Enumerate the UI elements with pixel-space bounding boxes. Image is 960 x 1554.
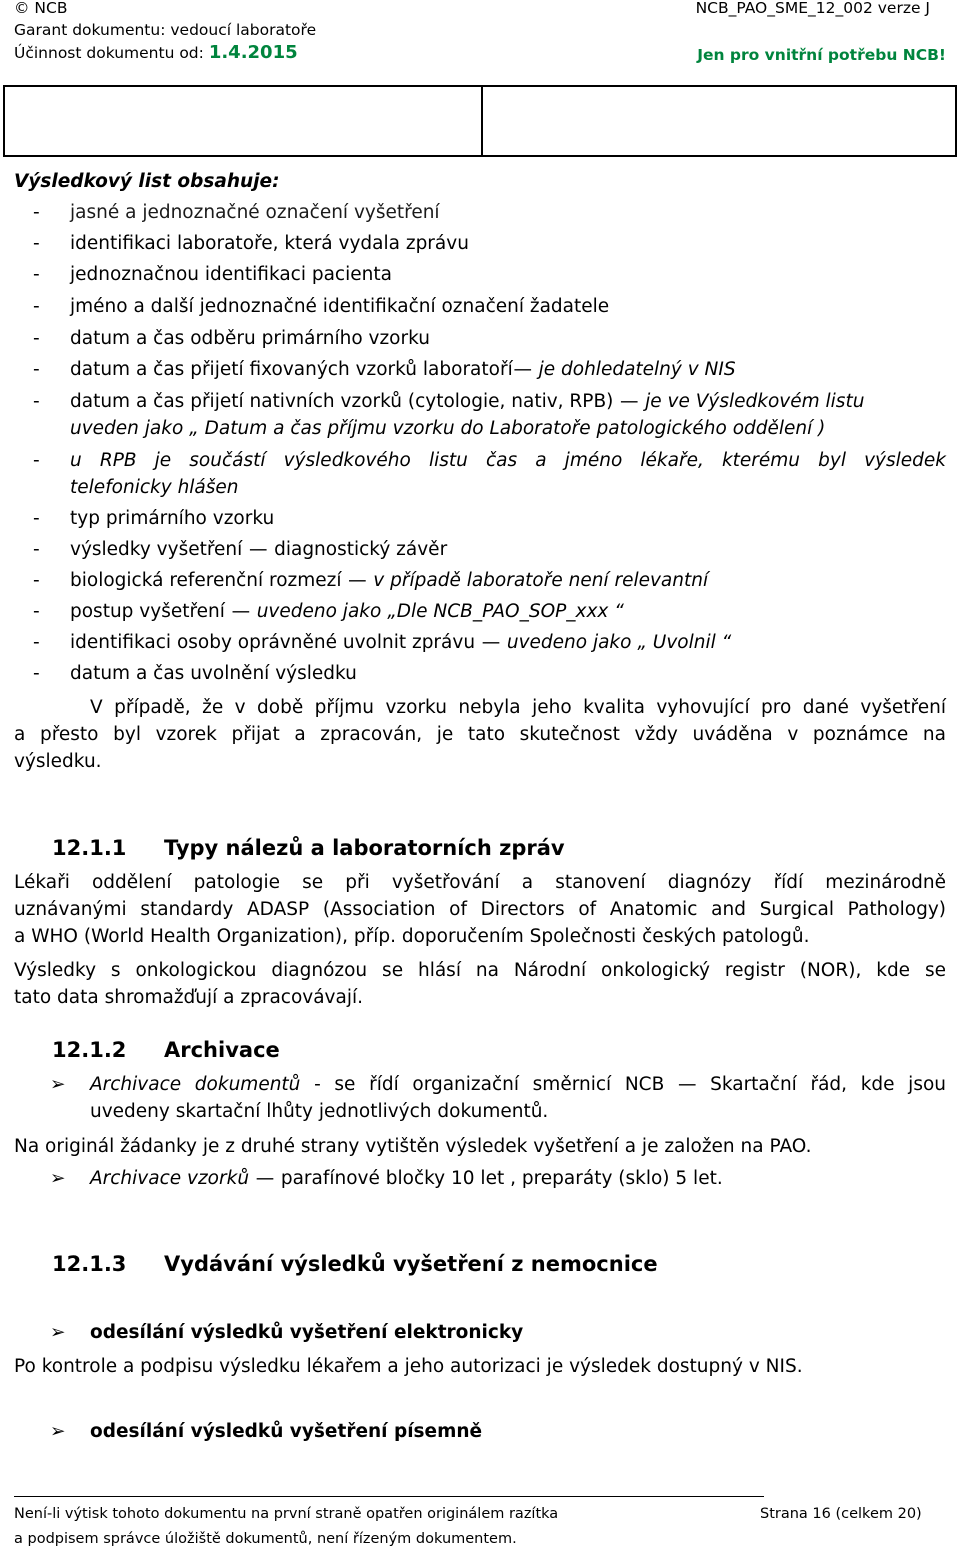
list-dash: -: [33, 539, 40, 560]
header-table: [3, 85, 957, 157]
arrow-bullet-icon: ➢: [50, 1168, 66, 1189]
footer-notice: Není-li výtisk tohoto dokumentu na první straně opatřen originálem razítka: [14, 1506, 559, 1522]
list-dash: -: [33, 359, 40, 380]
copyright-text: © NCB: [14, 0, 68, 17]
list-item: biologická referenční rozmezí — v případě laboratoře není relevantní: [70, 570, 709, 591]
document-code: NCB_PAO_SME_12_002 verze J: [695, 0, 930, 17]
list-dash: -: [33, 202, 40, 223]
list-item-note: je dohledatelný v NIS: [538, 359, 736, 380]
list-dash: -: [33, 508, 40, 529]
bullet-item-label: Archivace dokumentů: [90, 1074, 301, 1095]
arrow-bullet-icon: ➢: [50, 1421, 66, 1442]
paragraph-line: Výsledky s onkologickou diagnózou se hlásí na Národní onkologický registr (NOR), kde se: [14, 960, 946, 981]
page-number: Strana 16 (celkem 20): [760, 1506, 922, 1522]
section-number: 12.1.3: [52, 1252, 127, 1276]
list-item-text: datum a čas přijetí fixovaných vzorků laboratoří: [70, 359, 513, 380]
list-item: typ primárního vzorku: [70, 508, 275, 529]
internal-notice: Jen pro vnitřní potřebu NCB!: [697, 46, 946, 64]
bullet-item: Archivace vzorků — parafínové bločky 10 let , preparáty (sklo) 5 let.: [90, 1168, 723, 1189]
bullet-item-text: - se řídí organizační směrnicí NCB: [314, 1074, 665, 1095]
paragraph-line: a WHO (World Health Organization), příp. doporučením Společnosti českých patologů.: [14, 926, 810, 947]
list-item: datum a čas uvolnění výsledku: [70, 663, 357, 684]
list-item-text: identifikaci osoby oprávněné uvolnit zprávu: [70, 632, 476, 653]
list-dash: -: [33, 663, 40, 684]
arrow-bullet-icon: ➢: [50, 1074, 66, 1095]
list-item: identifikaci laboratoře, která vydala zprávu: [70, 233, 469, 254]
quality-note: a přesto byl vzorek přijat a zpracován, je tato skutečnost vždy uváděna v poznámce na: [14, 724, 946, 745]
effective-date-label: Účinnost dokumentu od:: [14, 44, 204, 62]
document-guarantor: Garant dokumentu: vedoucí laboratoře: [14, 21, 317, 39]
list-item: identifikaci osoby oprávněné uvolnit zprávu — uvedeno jako „ Uvolnil “: [70, 632, 732, 653]
bullet-item-text: Skartační řád, kde jsou: [710, 1074, 947, 1095]
list-item: datum a čas přijetí fixovaných vzorků laboratoří— je dohledatelný v NIS: [70, 359, 736, 380]
list-item: výsledky vyšetření — diagnostický závěr: [70, 539, 448, 560]
list-dash: -: [33, 391, 40, 412]
effective-date-row: [14, 43, 298, 63]
section-number: 12.1.2: [52, 1038, 127, 1062]
list-item-note: je ve Výsledkovém listu: [645, 391, 865, 412]
list-item-note: diagnostický závěr: [274, 539, 448, 560]
list-dash: -: [33, 264, 40, 285]
section-title: Typy nálezů a laboratorních zpráv: [164, 836, 565, 860]
result-sheet-heading: Výsledkový list obsahuje:: [14, 171, 280, 192]
list-item: u RPB je součástí výsledkového listu čas a jméno lékaře, kterému byl výsledek: [70, 450, 946, 471]
section-title: Archivace: [164, 1038, 280, 1062]
bullet-item: Archivace dokumentů - se řídí organizační směrnicí NCB — Skartační řád, kde jsou: [90, 1074, 947, 1095]
bullet-item: odesílání výsledků vyšetření elektronicky: [90, 1322, 524, 1343]
paragraph-line: Lékaři oddělení patologie se při vyšetřování a stanovení diagnózy řídí mezinárodně: [14, 872, 946, 893]
list-item: jednoznačnou identifikaci pacienta: [70, 264, 392, 285]
bullet-item-text: parafínové bločky 10 let , preparáty (sklo) 5 let.: [280, 1168, 723, 1189]
list-item-note: v případě laboratoře není relevantní: [373, 570, 709, 591]
section-number: 12.1.1: [52, 836, 127, 860]
bullet-item: odesílání výsledků vyšetření písemně: [90, 1421, 483, 1442]
arrow-bullet-icon: ➢: [50, 1322, 66, 1343]
paragraph-line: Na originál žádanky je z druhé strany vytištěn výsledek vyšetření a je založen na PAO.: [14, 1136, 812, 1157]
quality-note: V případě, že v době příjmu vzorku nebyla jeho kvalita vyhovující pro dané vyšetření: [90, 697, 946, 718]
bullet-item-continuation: uvedeny skartační lhůty jednotlivých dokumentů.: [90, 1101, 549, 1122]
list-item-text: biologická referenční rozmezí: [70, 570, 342, 591]
quality-note: výsledku.: [14, 751, 102, 772]
list-item-text: výsledky vyšetření: [70, 539, 243, 560]
header-table-divider: [481, 87, 483, 155]
list-item-continuation: telefonicky hlášen: [70, 477, 239, 498]
effective-date: 1.4.2015: [208, 42, 298, 63]
list-item: postup vyšetření — uvedeno jako „Dle NCB_PAO_SOP_xxx “: [70, 601, 624, 622]
list-item-continuation: uveden jako „ Datum a čas příjmu vzorku do Laboratoře patologického oddělení ): [70, 418, 826, 439]
list-item-text: datum a čas přijetí nativních vzorků (cytologie, nativ, RPB): [70, 391, 614, 412]
bullet-item-label: Archivace vzorků: [90, 1168, 250, 1189]
list-item-note: uvedeno jako „Dle NCB_PAO_SOP_xxx “: [256, 601, 624, 622]
footer-notice: a podpisem správce úložiště dokumentů, není řízeným dokumentem.: [14, 1531, 517, 1547]
list-item: datum a čas přijetí nativních vzorků (cytologie, nativ, RPB) — je ve Výsledkovém listu: [70, 391, 865, 412]
list-dash: -: [33, 570, 40, 591]
list-item: jméno a další jednoznačné identifikační označení žadatele: [70, 296, 610, 317]
list-item: datum a čas odběru primárního vzorku: [70, 328, 430, 349]
list-dash: -: [33, 601, 40, 622]
paragraph-line: Po kontrole a podpisu výsledku lékařem a jeho autorizaci je výsledek dostupný v NIS.: [14, 1356, 803, 1377]
section-title: Vydávání výsledků vyšetření z nemocnice: [164, 1252, 658, 1276]
list-dash: -: [33, 632, 40, 653]
footer-rule: [14, 1496, 764, 1497]
list-item: jasné a jednoznačné označení vyšetření: [70, 202, 440, 223]
list-dash: -: [33, 450, 40, 471]
paragraph-line: uznávanými standardy ADASP (Association of Directors of Anatomic and Surgical Pathology): [14, 899, 946, 920]
list-item-text: postup vyšetření: [70, 601, 225, 622]
list-dash: -: [33, 233, 40, 254]
list-dash: -: [33, 296, 40, 317]
paragraph-line: tato data shromažďují a zpracovávají.: [14, 987, 364, 1008]
list-item-note: uvedeno jako „ Uvolnil “: [506, 632, 732, 653]
list-dash: -: [33, 328, 40, 349]
